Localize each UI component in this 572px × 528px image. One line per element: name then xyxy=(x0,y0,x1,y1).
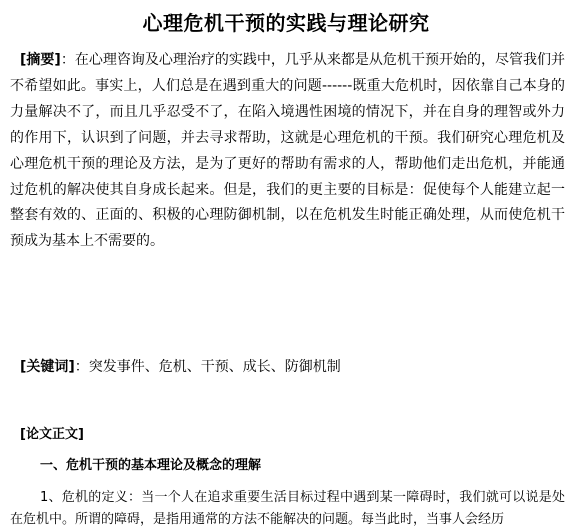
section-heading-1: 一、危机干预的基本理论及概念的理解 xyxy=(40,458,262,473)
body-paragraph-1: 1、危机的定义：当一个人在追求重要生活目标过程中遇到某一障碍时，我们就可以说是处在危机中。所谓的障碍，是指用通常的方法不能解决的问题。每当此时，当事人会经历 xyxy=(10,490,565,527)
keywords-label: [关键词] xyxy=(20,359,75,375)
document-title: 心理危机干预的实践与理论研究 xyxy=(142,11,430,35)
abstract-text: ：在心理咨询及心理治疗的实践中，几乎从来都是从危机干预开始的，尽管我们并不希望如此。事实上，人们总是在遇到重大的问题------既重大危机时，因依靠自己本身的力量解决不了，而且几乎忍受不了，在陷入境遇性困境的情况下，并在自身的理智或外力的作用下，认识到了问题，并去寻求帮助，这就是心理危机的干预。我们研究心理危机及心理危机干预的理论及方法，是为了更好的帮助有需求的人，帮助他们走出危机，并能通过危机的解决使其自身成长起来。但是，我们的更主要的目标是：促使每个人能建立起一整套有效的、正面的、积极的心理防御机制，以在危机发生时能正确处理，从而使危机干预成为基本上不需要的。 xyxy=(10,52,565,250)
keywords-text: ：突发事件、危机、干预、成长、防御机制 xyxy=(74,359,341,375)
keywords-line xyxy=(20,356,341,378)
abstract-paragraph xyxy=(10,48,565,255)
body-section-label: [论文正文] xyxy=(20,427,84,442)
abstract-label: [摘要] xyxy=(20,52,61,68)
